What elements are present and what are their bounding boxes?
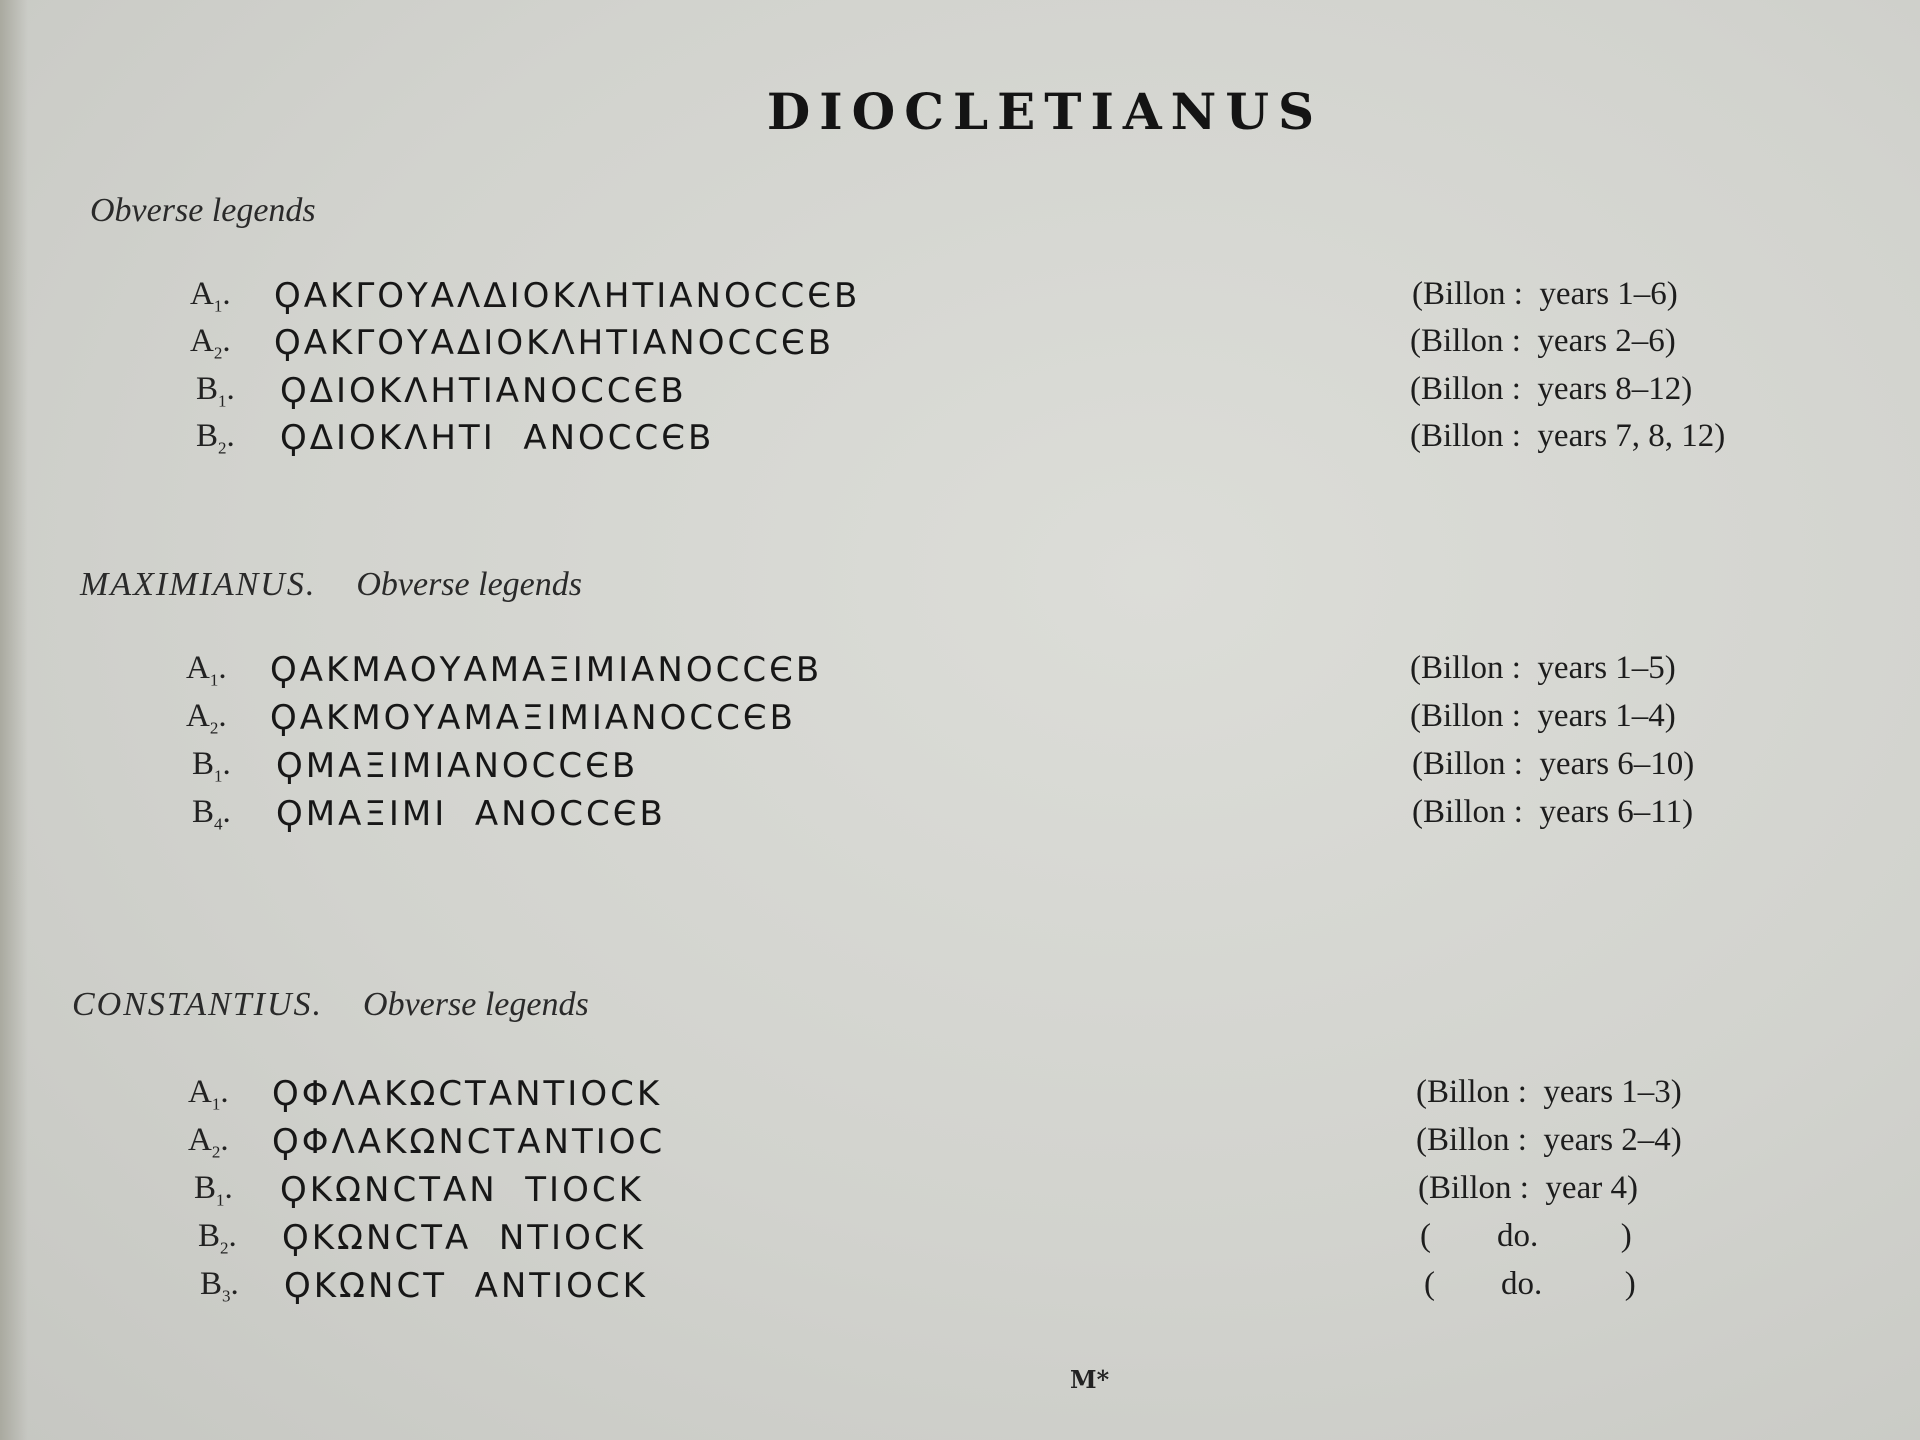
legend-row: [0, 276, 1920, 324]
legend-text: ϘΑΚΜΟΥΑΜΑΞΙΜΙΑΝΟϹϹЄΒ: [270, 698, 796, 738]
section-heading-label: Obverse legends: [356, 566, 582, 603]
legend-label: $B_1$.: [194, 1170, 233, 1210]
legend-note: ( do. ): [1420, 1218, 1632, 1254]
legend-row: [0, 1122, 1920, 1170]
section-name: MAXIMIANUS.: [80, 566, 317, 603]
section-heading-label: Obverse legends: [90, 192, 316, 229]
legend-text: ϘΑΚΜΑΟΥΑΜΑΞΙΜΙΑΝΟϹϹЄΒ: [270, 650, 823, 690]
section-heading-label: Obverse legends: [363, 986, 589, 1023]
legend-label: $B_1$.: [196, 371, 235, 411]
legend-text: ϘΚΩΝϹΤΑ ΝΤΙΟϹΚ: [282, 1218, 646, 1258]
legend-label: $A_2$.: [186, 698, 227, 738]
legend-label: $A_1$.: [190, 276, 231, 316]
legend-note: (Billon : years 7, 8, 12): [1410, 418, 1726, 454]
legend-text: ϘΚΩΝϹΤΑΝ ΤΙΟϹΚ: [280, 1170, 644, 1210]
section-name: CONSTANTIUS.: [72, 986, 324, 1023]
legend-note: (Billon : years 2–6): [1410, 323, 1676, 359]
legend-label: $A_2$.: [188, 1122, 229, 1162]
legend-label: $B_4$.: [192, 794, 231, 834]
legend-note: (Billon : years 1–3): [1416, 1074, 1682, 1110]
legend-text: ϘΦΛΑΚΩΝϹΤΑΝΤΙΟϹ: [272, 1122, 666, 1162]
legend-text: ϘΜΑΞΙΜΙ ΑΝΟϹϹЄΒ: [276, 794, 666, 834]
legend-text: ϘΑΚΓΟΥΑΛΔΙΟΚΛΗΤΙΑΝΟϹϹЄΒ: [274, 276, 861, 316]
legend-text: ϘΦΛΑΚΩϹΤΑΝΤΙΟϹΚ: [272, 1074, 663, 1114]
legend-row: [0, 1074, 1920, 1122]
legend-text: ϘΜΑΞΙΜΙΑΝΟϹϹЄΒ: [276, 746, 639, 786]
legend-label: $A_1$.: [186, 650, 227, 690]
legend-row: [0, 1218, 1920, 1266]
legend-note: (Billon : years 1–5): [1410, 650, 1676, 686]
page-title: DIOCLETIANUS: [766, 82, 1324, 141]
legend-row: [0, 794, 1920, 842]
legend-row: [0, 323, 1920, 371]
legend-text: ϘΔΙΟΚΛΗΤΙΑΝΟϹϹЄΒ: [280, 371, 687, 411]
legend-label: $A_1$.: [188, 1074, 229, 1114]
legend-label: $B_2$.: [196, 418, 235, 458]
legend-note: (Billon : year 4): [1418, 1170, 1638, 1206]
section-heading-maximianus: [80, 566, 582, 604]
legend-row: [0, 1266, 1920, 1314]
legend-note: (Billon : years 2–4): [1416, 1122, 1682, 1158]
legend-note: (Billon : years 8–12): [1410, 371, 1693, 407]
legend-label: $B_3$.: [200, 1266, 239, 1306]
legend-row: [0, 1170, 1920, 1218]
legend-text: ϘΔΙΟΚΛΗΤΙ ΑΝΟϹϹЄΒ: [280, 418, 715, 458]
legend-note: (Billon : years 1–6): [1412, 276, 1678, 312]
legend-label: $B_1$.: [192, 746, 231, 786]
legend-text: ϘΚΩΝϹΤ ΑΝΤΙΟϹΚ: [284, 1266, 648, 1306]
legend-label: $A_2$.: [190, 323, 231, 363]
legend-note: (Billon : years 6–10): [1412, 746, 1695, 782]
legend-row: [0, 746, 1920, 794]
legend-row: [0, 371, 1920, 419]
legend-row: [0, 698, 1920, 746]
section-heading-constantius: [72, 986, 589, 1024]
legend-note: (Billon : years 6–11): [1412, 794, 1694, 830]
page-folio: M*: [1070, 1365, 1110, 1394]
legend-note: ( do. ): [1424, 1266, 1636, 1302]
legend-row: [0, 650, 1920, 698]
legend-label: $B_2$.: [198, 1218, 237, 1258]
section-heading-diocletianus: [90, 192, 316, 230]
legend-note: (Billon : years 1–4): [1410, 698, 1676, 734]
legend-text: ϘΑΚΓΟΥΑΔΙΟΚΛΗΤΙΑΝΟϹϹЄΒ: [274, 323, 835, 363]
legend-row: [0, 418, 1920, 466]
